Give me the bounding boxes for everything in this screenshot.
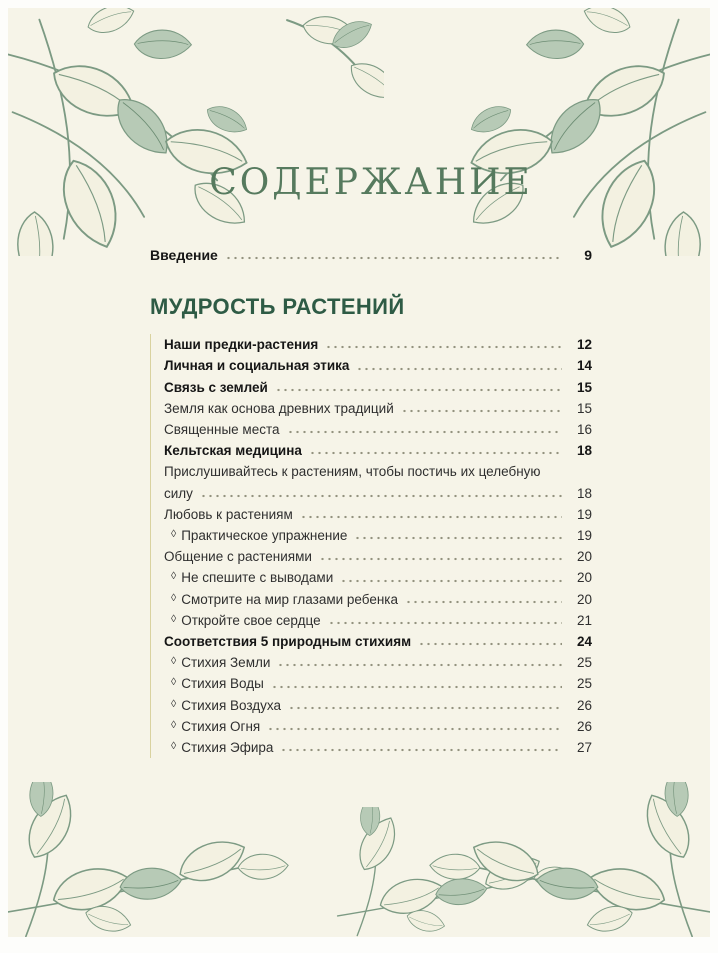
toc-entry-label: Практическое упражнение bbox=[181, 528, 348, 544]
diamond-bullet: ◊ bbox=[171, 655, 177, 668]
toc-entry-label: Введение bbox=[150, 247, 218, 263]
toc-entry bbox=[164, 716, 592, 737]
page-title: СОДЕРЖАНИЕ bbox=[209, 162, 533, 203]
toc-entry-label: Наши предки-растения bbox=[164, 337, 319, 353]
toc-entry bbox=[164, 567, 592, 588]
toc-entry-label: силу bbox=[164, 485, 193, 501]
diamond-bullet: ◊ bbox=[171, 570, 177, 583]
diamond-bullet: ◊ bbox=[171, 528, 177, 541]
toc-entry-page: 20 bbox=[576, 549, 592, 565]
dotted-leader bbox=[200, 494, 562, 498]
toc-entry-page: 19 bbox=[576, 506, 592, 522]
dotted-leader bbox=[300, 515, 562, 519]
toc-entry-label: Стихия Земли bbox=[181, 655, 271, 671]
toc-entry-page: 21 bbox=[576, 612, 592, 628]
book-page bbox=[8, 8, 710, 937]
toc-entry-label: Связь с землей bbox=[164, 379, 268, 395]
dotted-leader bbox=[271, 685, 562, 689]
dotted-leader bbox=[356, 367, 562, 371]
dotted-leader bbox=[277, 663, 562, 667]
toc-entry bbox=[164, 737, 592, 758]
toc-entry bbox=[164, 419, 592, 440]
toc-entry bbox=[164, 461, 592, 482]
dotted-leader bbox=[405, 600, 562, 604]
toc-entry-page: 25 bbox=[576, 655, 592, 671]
toc-entry-page: 24 bbox=[576, 634, 592, 650]
toc-entry-label: Любовь к растениям bbox=[164, 506, 293, 522]
toc-entry-label: Личная и социальная этика bbox=[164, 358, 350, 374]
toc-entry-page: 27 bbox=[576, 740, 592, 756]
dotted-leader bbox=[328, 621, 562, 625]
toc-entry-page: 26 bbox=[576, 718, 592, 734]
toc-entry-label: Смотрите на мир глазами ребенка bbox=[181, 591, 399, 607]
dotted-leader bbox=[340, 579, 562, 583]
diamond-bullet: ◊ bbox=[171, 591, 177, 604]
toc-entry bbox=[164, 398, 592, 419]
table-of-contents bbox=[150, 334, 592, 758]
toc-entry-page: 16 bbox=[576, 422, 592, 438]
diamond-bullet: ◊ bbox=[171, 740, 177, 753]
toc-entry-page: 12 bbox=[576, 337, 592, 353]
leaf-ornament-bottom-left bbox=[8, 782, 298, 937]
toc-entry bbox=[164, 652, 592, 673]
toc-entry-label: Земля как основа древних традиций bbox=[164, 400, 394, 416]
toc-entry-page: 20 bbox=[576, 591, 592, 607]
toc-entry bbox=[164, 440, 592, 461]
toc-entry-label: Стихия Воды bbox=[181, 676, 264, 692]
toc-entry bbox=[164, 483, 592, 504]
toc-entry-label: Стихия Огня bbox=[181, 718, 261, 734]
dotted-leader bbox=[288, 706, 562, 710]
toc-entry-label: Кельтская медицина bbox=[164, 443, 302, 459]
toc-entry-page: 14 bbox=[576, 358, 592, 374]
toc-entry-introduction bbox=[150, 245, 592, 266]
toc-entry bbox=[164, 504, 592, 525]
dotted-leader bbox=[325, 345, 562, 349]
toc-entry-label: Соответствия 5 природным стихиям bbox=[164, 634, 412, 650]
toc-entry-label: Общение с растениями bbox=[164, 549, 312, 565]
toc-entry bbox=[164, 355, 592, 376]
dotted-leader bbox=[287, 430, 563, 434]
toc-entry-page: 25 bbox=[576, 676, 592, 692]
toc-entry-label: Откройте свое сердце bbox=[181, 612, 321, 628]
diamond-bullet: ◊ bbox=[171, 697, 177, 710]
toc-entry bbox=[164, 525, 592, 546]
dotted-leader bbox=[309, 451, 562, 455]
toc-entry-page: 15 bbox=[576, 379, 592, 395]
toc-content bbox=[150, 8, 592, 758]
diamond-bullet: ◊ bbox=[171, 718, 177, 731]
toc-entry bbox=[164, 589, 592, 610]
toc-entry-page: 9 bbox=[584, 247, 592, 263]
toc-entry-label: Стихия Воздуха bbox=[181, 697, 282, 713]
dotted-leader bbox=[401, 409, 562, 413]
dotted-leader bbox=[418, 642, 562, 646]
dotted-leader bbox=[354, 536, 562, 540]
dotted-leader bbox=[225, 256, 562, 260]
dotted-leader bbox=[280, 748, 562, 752]
toc-entry bbox=[164, 673, 592, 694]
toc-entry-label: Не спешите с выводами bbox=[181, 570, 334, 586]
toc-entry-page: 26 bbox=[576, 697, 592, 713]
toc-entry bbox=[164, 610, 592, 631]
leaf-ornament-bottom-right bbox=[420, 782, 710, 937]
toc-entry bbox=[164, 377, 592, 398]
toc-entry-label: Стихия Эфира bbox=[181, 740, 274, 756]
toc-entry bbox=[164, 334, 592, 355]
toc-entry-label: Прислушивайтесь к растениям, чтобы постичь их целебную bbox=[164, 464, 541, 480]
dotted-leader bbox=[275, 388, 562, 392]
toc-entry-page: 18 bbox=[576, 443, 592, 459]
toc-entry-label: Священные места bbox=[164, 422, 280, 438]
toc-entry bbox=[164, 546, 592, 567]
toc-entry bbox=[164, 631, 592, 652]
diamond-bullet: ◊ bbox=[171, 612, 177, 625]
toc-entry-page: 19 bbox=[576, 528, 592, 544]
diamond-bullet: ◊ bbox=[171, 676, 177, 689]
toc-entry bbox=[164, 695, 592, 716]
toc-entry-page: 20 bbox=[576, 570, 592, 586]
dotted-leader bbox=[267, 727, 562, 731]
section-heading: МУДРОСТЬ РАСТЕНИЙ bbox=[150, 294, 405, 320]
toc-entry-page: 18 bbox=[576, 485, 592, 501]
dotted-leader bbox=[319, 557, 562, 561]
toc-entry-page: 15 bbox=[576, 400, 592, 416]
